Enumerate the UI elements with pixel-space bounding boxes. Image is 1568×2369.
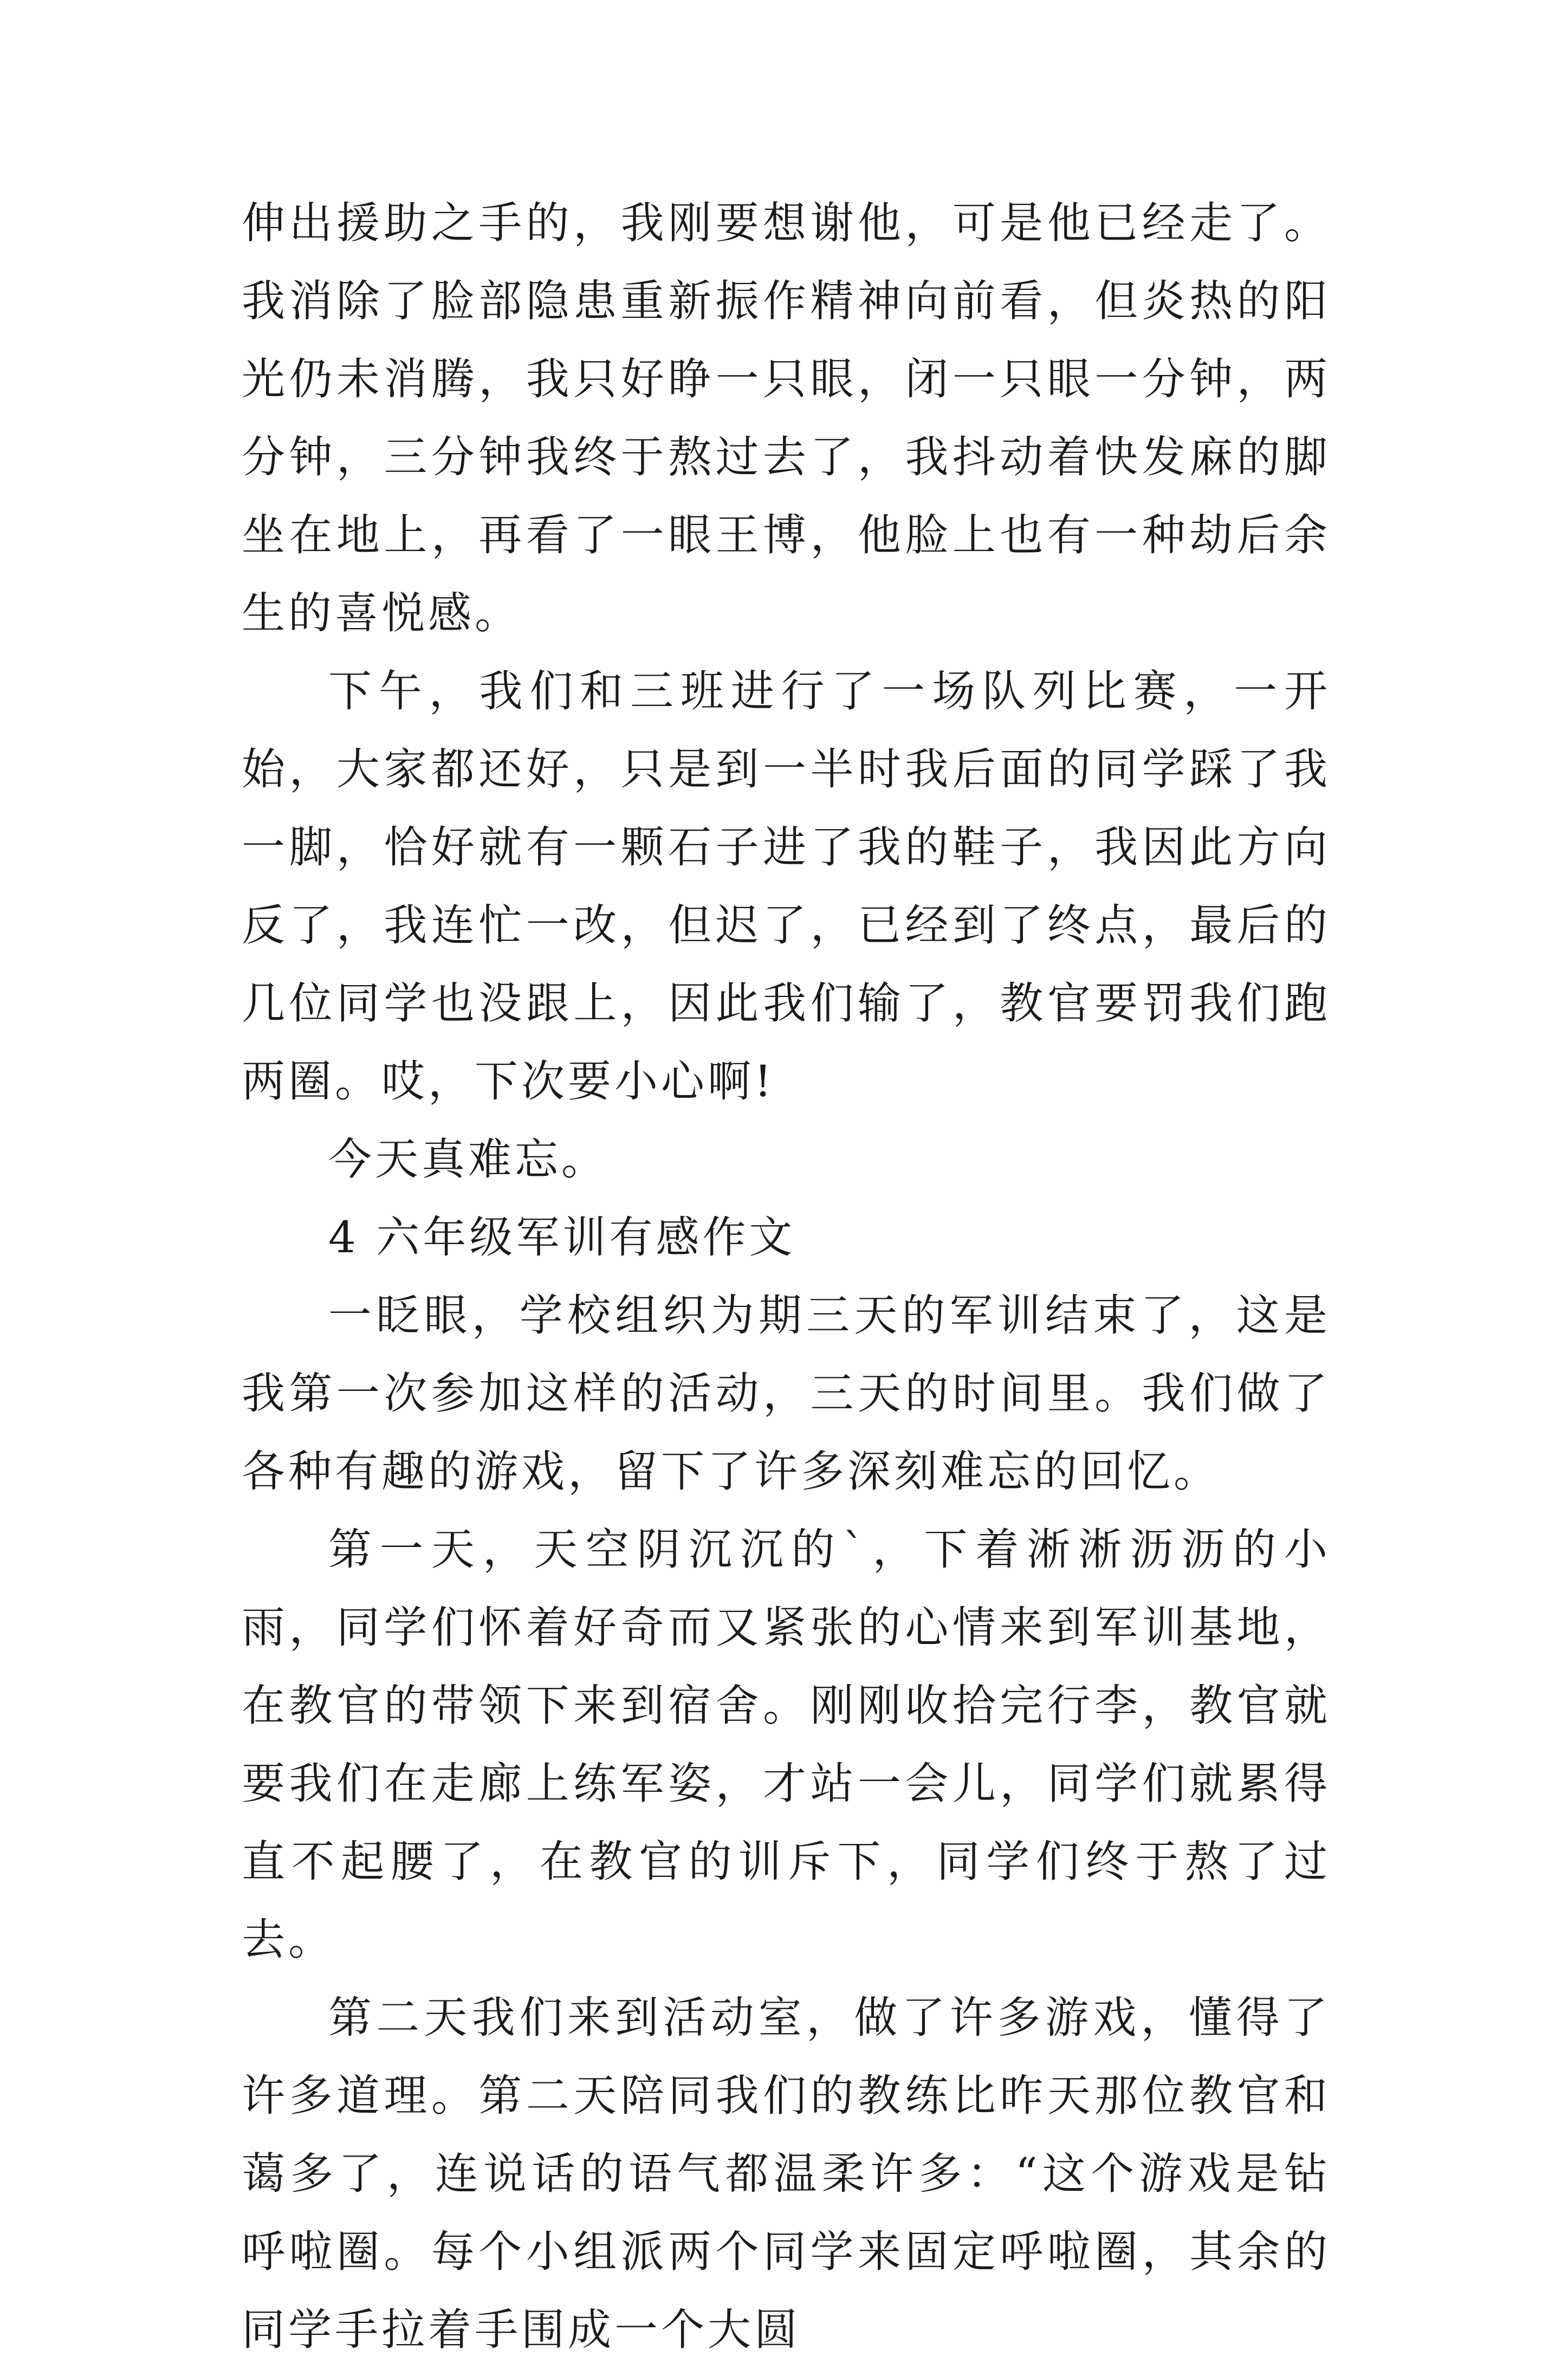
paragraph: 第二天我们来到活动室，做了许多游戏，懂得了许多道理。第二天陪同我们的教练比昨天那位教官和蔼多了，连说话的语气都温柔许多：“这个游戏是钻呼啦圈。每个小组派两个同学来固定呼啦圈，其余的同学手拉着手围成一个大圆 xyxy=(242,1992,1331,2355)
paragraph: 下午，我们和三班进行了一场队列比赛，一开始，大家都还好，只是到一半时我后面的同学踩了我一脚，恰好就有一颗石子进了我的鞋子，我因此方向反了，我连忙一改，但迟了，已经到了终点，最后的几位同学也没跟上，因此我们输了，教官要罚我们跑两圈。哎，下次要小心啊! xyxy=(242,666,1331,1106)
document-body xyxy=(242,184,1331,2369)
paragraph: 一眨眼，学校组织为期三天的军训结束了，这是我第一次参加这样的活动，三天的时间里。我们做了各种有趣的游戏，留下了许多深刻难忘的回忆。 xyxy=(242,1290,1331,1497)
paragraph: 今天真难忘。 xyxy=(328,1134,608,1184)
paragraph-continuation: 伸出援助之手的，我刚要想谢他，可是他已经走了。我消除了脸部隐患重新振作精神向前看，但炎热的阳光仍未消腾，我只好睁一只眼，闭一只眼一分钟，两分钟，三分钟我终于熬过去了，我抖动着快发麻的脚坐在地上，再看了一眼王博，他脸上也有一种劫后余生的喜悦感。 xyxy=(242,198,1331,638)
paragraph: 第一天，天空阴沉沉的`，下着淅淅沥沥的小雨，同学们怀着好奇而又紧张的心情来到军训基地，在教官的带领下来到宿舍。刚刚收拾完行李，教官就要我们在走廊上练军姿，才站一会儿，同学们就累得直不起腰了，在教官的训斥下，同学们终于熬了过去。 xyxy=(242,1524,1331,1965)
section-heading: 4 六年级军训有感作文 xyxy=(328,1212,796,1263)
